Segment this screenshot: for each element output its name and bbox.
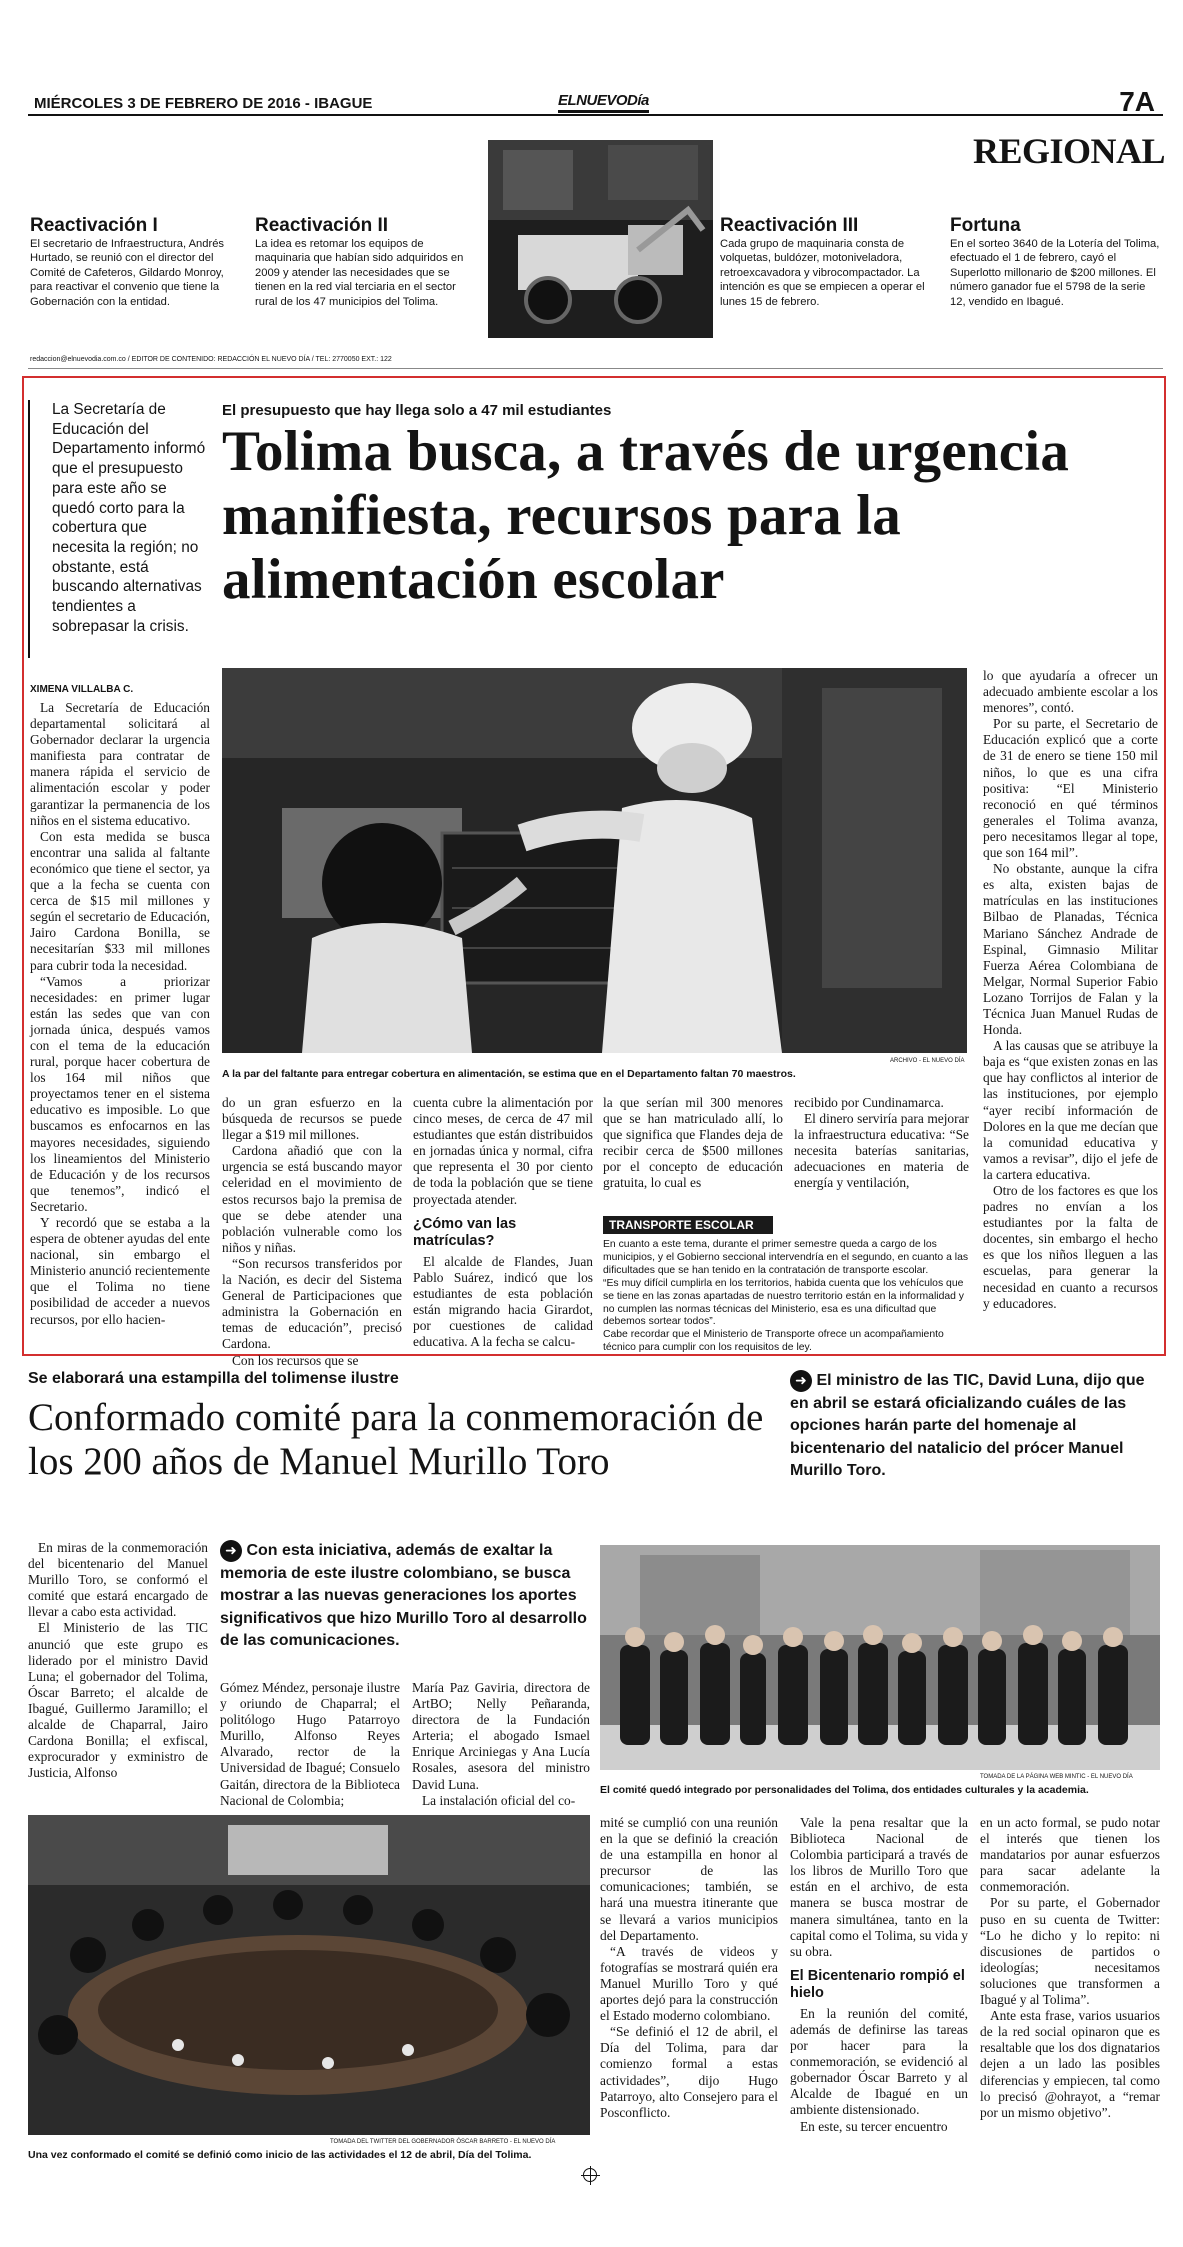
paragraph: “Son recursos transferidos por la Nación, es decir del Sistema General de Participaciones que administra la Gobernación en temas de educación”, precisó Cardona.	[222, 1255, 402, 1352]
staff-line: redaccion@elnuevodia.com.co / EDITOR DE CONTENIDO: REDACCIÓN EL NUEVO DÍA / TEL: 2770050 EXT.: 122	[30, 356, 392, 363]
paragraph: lo que ayudaría a ofrecer un adecuado ambiente escolar a los menores”, contó.	[983, 668, 1158, 716]
paragraph: El Ministerio de las TIC anunció que este grupo es liderado por el ministro David Luna; el gobernador del Tolima, Óscar Barreto; el alcalde de Ibagué, Guillermo Jaramillo; el alcalde de Chaparral, Jairo Cardona Bonilla; el exfiscal, exprocurador y exministro de Justicia, Alfonso	[28, 1620, 208, 1781]
paragraph: En cuanto a este tema, durante el primer semestre queda a cargo de los municipios, y el Gobierno seccional intervendría en el segundo, en cuanto a las dificultades que se han tenido en la contratación de transporte escolar.	[603, 1239, 969, 1276]
paragraph: Y recordó que se estaba a la espera de obtener ayudas del ente nacional, sin embargo el Ministerio anunció recientemente que el Tolima no tiene posibilidad de acceder a nuevos recursos, por ello hacien-	[30, 1215, 210, 1327]
brief-text: En el sorteo 3640 de la Lotería del Tolima, efectuado el 1 de febrero, cayó el Superlotto millonario de $200 millones. El número ganador fue el 5798 de la serie 12, vendido en Ibagué.	[950, 238, 1160, 308]
registration-mark-icon	[583, 2168, 597, 2182]
main-col6	[983, 668, 1158, 1312]
paragraph: “Vamos a priorizar necesidades: en primer lugar están las sedes que van con jornada única, después vamos con el tema de la educación rural, porque hacer cobertura de los 164 mil niños que proyectamos tener en el sistema educativo es imposible. Lo que buscamos es enfocarnos en las mayores necesidades, siguiendo los lineamientos del Ministerio de Educación y de los recursos que tenemos”, indicó el Secretario.	[30, 973, 210, 1214]
committee-group-photo	[600, 1545, 1160, 1770]
paragraph: No obstante, aunque la cifra es alta, existen bajas de matrículas en las instituciones Bilbao de Planadas, Técnica Mariano Sánchez Andrade de Espinal, Gimnasio Militar Fuerza Aérea Colombiana de Melgar, Normal Superior Fabio Lozano Torrijos de Falan y la Técnica Juan Manuel Rudas de Honda.	[983, 861, 1158, 1038]
main-col3	[413, 1095, 593, 1350]
paragraph: mité se cumplió con una reunión en la que se definió la creación de una estampilla en honor al precursor de las comunicaciones; también, se hará una muestra itinerante que se llevará a varios municipios del Departamento.	[600, 1815, 778, 1943]
second-col2	[220, 1680, 400, 1809]
sidebar-rule	[28, 400, 34, 658]
brief-title: Reactivación I	[30, 215, 158, 236]
paragraph: en un acto formal, se pudo notar el interés que tienen los mandatarios por aunar esfuerzos para sacar adelante la conmemoración.	[980, 1815, 1160, 1895]
paragraph: cuenta cubre la alimentación por cinco meses, de cerca de 47 mil estudiantes que están distribuidos en jornadas única y normal, cifra que representa el 30 por ciento de toda la población que se tiene proyectada atender.	[413, 1095, 593, 1207]
main-subhead: ¿Cómo van las matrículas?	[413, 1215, 517, 1249]
paragraph: Por su parte, el Gobernador puso en su cuenta de Twitter: “Lo he dicho y lo repito: ni discusiones de partidos o ideologías; necesitamos soluciones que transformen a Ibagué y al Tolima”.	[980, 1895, 1160, 2008]
paragraph: En la reunión del comité, además de definirse las tareas por hacer para la conmemoración, se evidenció al gobernador Óscar Barreto y al Alcalde de Ibagué en un ambiente distensionado.	[790, 2005, 968, 2118]
paragraph: En miras de la conmemoración del bicentenario del Manuel Murillo Toro, se conformó el comité que estará encargado de llevar a cabo esta actividad.	[28, 1540, 208, 1620]
second-kicker: Se elaborará una estampilla del tolimense ilustre	[28, 1370, 399, 1387]
pull-quote-text: El ministro de las TIC, David Luna, dijo que en abril se estará oficializando cuáles de las opciones harán parte del homenaje al bicentenario del natalicio del prócer Manuel Murillo Toro.	[790, 1372, 1145, 1480]
paragraph: do un gran esfuerzo en la búsqueda de recursos se puede llegar a $19 mil millones.	[222, 1095, 402, 1143]
paragraph: A las causas que se atribuye la baja es “que existen zonas en las que hay conflictos al interior de las instituciones, por ejemplo “ayer recibí información de Dolores en la que me decían que la comunidad educativa y vamos a revisar”, dijo el jefe de la cartera educativa.	[983, 1038, 1158, 1182]
brief-title: Fortuna	[950, 215, 1021, 236]
main-sidebar-summary: La Secretaría de Educación del Departamento informó que el presupuesto para este año se quedó corto para la cobertura que necesita la región; no obstante, está buscando alternativas tendientes a sobrepasar la crisis.	[52, 401, 206, 635]
newspaper-logo: ELNUEVODía	[558, 92, 649, 113]
transporte-escolar-box	[603, 1216, 969, 1355]
paragraph: Cabe recordar que el Ministerio de Transporte ofrece un acompañamiento técnico para cumplir con los requisitos de ley.	[603, 1329, 944, 1354]
main-col4	[603, 1095, 783, 1192]
meeting-photo	[28, 1815, 590, 2135]
brief-title: Reactivación III	[720, 215, 859, 236]
second-headline: Conformado comité para la conmemoración de los 200 años de Manuel Murillo Toro	[28, 1396, 764, 1483]
paragraph: “A través de videos y fotografías se mostrará quién era Manuel Murillo Toro y qué aportes dejó para la construcción el Estado moderno colombiano.	[600, 1943, 778, 2024]
pull-quote-left	[220, 1540, 590, 1653]
paragraph: La instalación oficial del co-	[422, 1792, 576, 1808]
paragraph: La Secretaría de Educación departamental solicitará al Gobernador declarar la urgencia manifiesta para contratar de manera rápida el servicio de alimentación escolar y poder garantizar la permanencia de los niños en el sistema educativo.	[30, 700, 210, 828]
main-col1	[30, 700, 210, 1328]
paragraph: María Paz Gaviria, directora de ArtBO; Nelly Peñaranda, directora de la Fundación Arteria; el abogado Ismael Enrique Arciniegas y Ana Lucía Rosales, asesora del ministro David Luna.	[412, 1680, 590, 1792]
second-col6	[980, 1815, 1160, 2121]
main-byline: XIMENA VILLALBA C.	[30, 684, 134, 695]
brief-title: Reactivación II	[255, 215, 389, 236]
main-col5	[794, 1095, 969, 1192]
main-photo-credit: ARCHIVO - EL NUEVO DÍA	[890, 1058, 965, 1064]
brief-text: El secretario de Infraestructura, Andrés Hurtado, se reunió con el director del Comité de Cafeteros, Gildardo Monroy, para reactivar el convenio que tiene la Gobernación con la entidad.	[30, 238, 225, 308]
paragraph: El dinero serviría para mejorar la infraestructura educativa: “Se necesita baterías sanitarias, adecuaciones en materia de energía y ventilación,	[794, 1111, 969, 1191]
group-photo-caption: El comité quedó integrado por personalidades del Tolima, dos entidades culturales y la academia.	[600, 1784, 1089, 1796]
main-headline: Tolima busca, a través de urgencia manifiesta, recursos para la alimentación escolar	[222, 420, 1070, 611]
second-col4	[600, 1815, 778, 2121]
paragraph: Cardona añadió que con la urgencia se está buscando mayor celeridad en el movimiento de estos recursos bajo la premisa de que se debe atender una población vulnerable como los niños y niñas.	[222, 1143, 402, 1255]
school-feeding-photo	[222, 668, 967, 1053]
paragraph: El alcalde de Flandes, Juan Pablo Suárez, indicó que los estudiantes de esta población están migrando hacia Girardot, por cuestiones de calidad educativa. A la fecha se calcu-	[413, 1253, 593, 1350]
brief-fortuna	[950, 215, 1162, 309]
paragraph: Con esta medida se busca encontrar una salida al faltante económico que tiene el sector, ya que a la fecha se cuenta con cerca de $15 mil millones y según el secretario de Educación, Jairo Cardona Bonilla, se necesitarían $33 mil millones para cubrir toda la necesidad.	[30, 828, 210, 973]
paragraph: En este, su tercer encuentro	[800, 2118, 948, 2134]
brief-reactivacion-3	[720, 215, 940, 309]
paragraph: “Se definió el 12 de abril, el Día del Tolima, para dar comienzo formal a estas actividades”, dijo Hugo Patarroyo, alto Consejero para el Posconflicto.	[600, 2024, 778, 2120]
brief-reactivacion-1	[30, 215, 235, 309]
arrow-right-icon: ➜	[790, 1370, 812, 1392]
box-header: TRANSPORTE ESCOLAR	[603, 1216, 773, 1234]
brief-reactivacion-2	[255, 215, 475, 309]
paragraph: Por su parte, el Secretario de Educación explicó que a corte de 31 de enero se tiene 150 mil niños, lo que es una cifra positiva: “El Ministerio reconoció en qué términos generales el Tolima avanza, pero necesitamos llegar al tope, que son 164 mil”.	[983, 716, 1158, 861]
paragraph: Gómez Méndez, personaje ilustre y oriundo de Chaparral; el politólogo Hugo Patarroyo Murillo, Alfonso Reyes Alvarado, rector de la Universidad de Ibagué; Consuelo Gaitán, directora de la Biblioteca Nacional de Colombia;	[220, 1680, 400, 1808]
main-photo-caption: A la par del faltante para entregar cobertura en alimentación, se estima que en el Departamento faltan 70 maestros.	[222, 1068, 796, 1080]
second-subhead: El Bicentenario rompió el hielo	[790, 1967, 965, 2001]
paragraph: Vale la pena resaltar que la Biblioteca Nacional de Colombia participará a través de los libros de Murillo Toro que están en el archivo, de esta manera se busca mostrar de manera simultánea, tanto en la capital como el Tolima, su vida y su obra.	[790, 1815, 968, 1959]
second-col1	[28, 1540, 208, 1781]
section-title: REGIONAL	[972, 131, 1165, 171]
pull-quote-right	[790, 1370, 1162, 1483]
rule	[28, 368, 1163, 369]
paragraph: Otro de los factores es que los padres no envían a los estudiantes por la falta de docentes, sin embargo el hecho es que los niños lleguen a las escuelas, para generar la necesidad en cuanto a recursos y educadores.	[983, 1183, 1158, 1311]
box-body	[603, 1239, 969, 1355]
paragraph: recibido por Cundinamarca.	[794, 1095, 944, 1110]
main-col2	[222, 1095, 402, 1369]
meeting-photo-credit: TOMADA DEL TWITTER DEL GOBERNADOR ÓSCAR BARRETO - EL NUEVO DÍA	[330, 2139, 556, 2145]
machinery-photo	[488, 140, 713, 338]
group-photo-credit: TOMADA DE LA PÁGINA WEB MINTIC - EL NUEVO DÍA	[980, 1774, 1133, 1780]
paragraph: Ante esta frase, varios usuarios de la red social opinaron que es resaltable que los dos dignatarios dejen a un lado las posibles diferencias y empiecen, tal como lo precisó @ohrayot, a “remar por un mismo objetivo”.	[980, 2008, 1160, 2120]
second-col3	[412, 1680, 590, 1809]
paragraph: la que serían mil 300 menores que se han matriculado allí, lo que significa que Flandes deja de recibir cerca de $500 millones por el concepto de educación gratuita, lo cual es	[603, 1095, 783, 1191]
paragraph: “Es muy difícil cumplirla en los territorios, habida cuenta que los vehículos que se tiene en las zonas apartadas de nuestro territorio están en la informalidad y no cumplen las normas técnicas del Ministerio, esa es una dificultad que debemos sortear todos”.	[603, 1277, 964, 1328]
main-kicker: El presupuesto que hay llega solo a 47 mil estudiantes	[222, 402, 612, 419]
dateline: MIÉRCOLES 3 DE FEBRERO DE 2016 - IBAGUE	[34, 95, 373, 112]
page-number: 7A	[1119, 86, 1155, 117]
second-col5	[790, 1815, 968, 2135]
arrow-right-icon: ➜	[220, 1540, 242, 1562]
meeting-photo-caption: Una vez conformado el comité se definió como inicio de las actividades el 12 de abril, Día del Tolima.	[28, 2149, 532, 2161]
pull-quote-text: Con esta iniciativa, además de exaltar la memoria de este ilustre colombiano, se busca mostrar a las nuevas generaciones los aportes significativos que hizo Murillo Toro al desarrollo de las comunicaciones.	[220, 1542, 587, 1650]
brief-text: La idea es retomar los equipos de maquinaria que habían sido adquiridos en 2009 y atender las necesidades que se tienen en la red vial terciaria en el sector rural de los 47 municipios del Tolima.	[255, 238, 464, 308]
paragraph: Con los recursos que se	[232, 1352, 359, 1368]
masthead-bar	[28, 86, 1163, 117]
brief-text: Cada grupo de maquinaria consta de volquetas, buldózer, motoniveladora, retroexcavadora y vibrocompactador. La intención es que se empiecen a operar el lunes 15 de febrero.	[720, 238, 925, 308]
